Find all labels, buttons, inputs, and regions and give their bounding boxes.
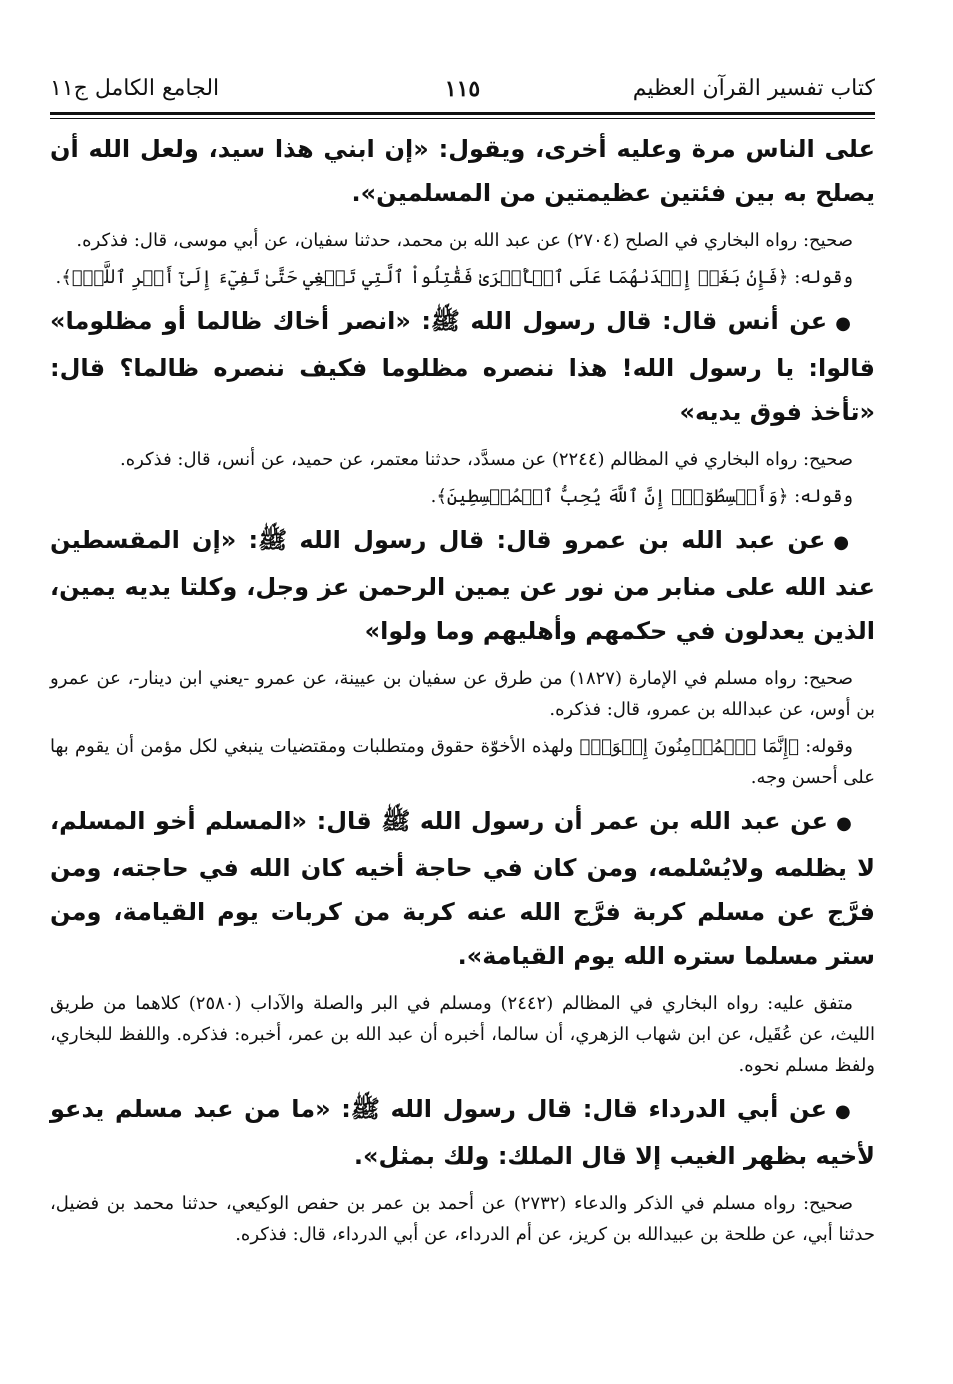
hadith-paragraph	[50, 518, 875, 653]
note-text: وقوله: ﴿وَأَقۡسِطُوٓاْۖ إِنَّ ٱللَّهَ يُحِبُّ ٱلۡمُقۡسِطِينَ﴾.	[430, 486, 853, 507]
header-rule-thick	[50, 112, 875, 115]
quran-quote	[50, 481, 875, 512]
takhrij-note	[50, 1188, 875, 1250]
hadith-text: عن أنس قال: قال رسول الله ﷺ: «انصر أخاك ظالما أو مظلوما» قالوا: يا رسول الله! هذا ننصره مظلوما فكيف ننصره ظالما؟ قال: «تأخذ فوق يديه»	[50, 307, 875, 426]
hadith-paragraph	[50, 1087, 875, 1178]
note-text: وقوله: ﴿فَإِنۢ بَغَتۡ إِحۡدَىٰهُمَا عَلَى ٱلۡأُخۡرَىٰ فَقَٰتِلُواْ ٱلَّتِي تَبۡغِي حَتَّىٰ تَفِيٓءَ إِلَىٰٓ أَمۡرِ ٱللَّهِۚ﴾.	[55, 267, 853, 288]
takhrij-note	[50, 988, 875, 1081]
bullet-icon: ●	[833, 532, 853, 553]
bullet-icon: ●	[836, 813, 853, 834]
bullet-icon: ●	[835, 313, 853, 334]
takhrij-note	[50, 444, 875, 475]
page-number: ١١٥	[444, 76, 481, 102]
page-header	[50, 64, 875, 108]
takhrij-note	[50, 663, 875, 725]
header-rule-thin	[50, 118, 875, 119]
hadith-paragraph	[50, 127, 875, 215]
note-text: صحيح: رواه مسلم في الإمارة (١٨٢٧) من طرق عن سفيان بن عيينة، عن عمرو -يعني ابن دينار-، عن عمرو بن أوس، عن عبدالله بن عمرو، قال: فذكره.	[50, 668, 875, 720]
takhrij-note	[50, 225, 875, 256]
book-title: كتاب تفسير القرآن العظيم	[632, 76, 875, 101]
volume-title: الجامع الكامل ج١١	[50, 76, 220, 101]
bullet-icon: ●	[835, 1101, 853, 1122]
hadith-text: عن عبد الله بن عمر أن رسول الله ﷺ قال: «المسلم أخو المسلم، لا يظلمه ولايُسْلمه، ومن كان في حاجة أخيه كان الله في حاجته، ومن فرَّج عن مسلم كربة فرَّج الله عنه كربة من كربات يوم القيامة، ومن ستر مسلما ستره الله يوم القيامة».	[50, 807, 875, 970]
quran-quote	[50, 731, 875, 793]
page-body	[50, 127, 875, 1250]
quran-quote	[50, 262, 875, 293]
hadith-text: على الناس مرة وعليه أخرى، ويقول: «إن ابني هذا سيد، ولعل الله أن يصلح به بين فئتين عظيمتين من المسلمين».	[50, 135, 875, 207]
hadith-paragraph	[50, 299, 875, 434]
hadith-paragraph	[50, 799, 875, 978]
note-text: متفق عليه: رواه البخاري في المظالم (٢٤٤٢) ومسلم في البر والصلة والآداب (٢٥٨٠) كلاهما من طريق الليث، عن عُقَيل، عن ابن شهاب الزهري، أن سالما، أخبره أن عبد الله بن عمر، أخبره: فذكره. واللفظ للبخاري، ولفظ مسلم نحوه.	[50, 993, 875, 1076]
note-text: صحيح: رواه البخاري في الصلح (٢٧٠٤) عن عبد الله بن محمد، حدثنا سفيان، عن أبي موسى، قال: فذكره.	[76, 230, 853, 251]
note-text: صحيح: رواه مسلم في الذكر والدعاء (٢٧٣٢) عن أحمد بن عمر بن حفص الوكيعي، حدثنا محمد بن فضيل، حدثنا أبي، عن طلحة بن عبيدالله بن كريز، عن أم الدرداء، عن أبي الدرداء، قال: فذكره.	[50, 1193, 875, 1245]
note-text: صحيح: رواه البخاري في المظالم (٢٢٤٤) عن مسدَّد، حدثنا معتمر، عن حميد، عن أنس، قال: فذكره.	[119, 449, 853, 470]
note-text: وقوله: ﴿إِنَّمَا ٱلۡمُؤۡمِنُونَ إِخۡوَةٞ﴾ ولهذه الأخوّة حقوق ومتطلبات ومقتضيات ينبغي لكل مؤمن أن يقوم بها على أحسن وجه.	[50, 736, 875, 788]
hadith-text: عن عبد الله بن عمرو قال: قال رسول الله ﷺ: «إن المقسطين عند الله على منابر من نور عن يمين الرحمن عز وجل، وكلتا يديه يمين، الذين يعدلون في حكمهم وأهليهم وما ولوا»	[50, 526, 875, 645]
hadith-text: عن أبي الدرداء قال: قال رسول الله ﷺ: «ما من عبد مسلم يدعو لأخيه بظهر الغيب إلا قال الملك: ولك بمثل».	[50, 1095, 875, 1170]
